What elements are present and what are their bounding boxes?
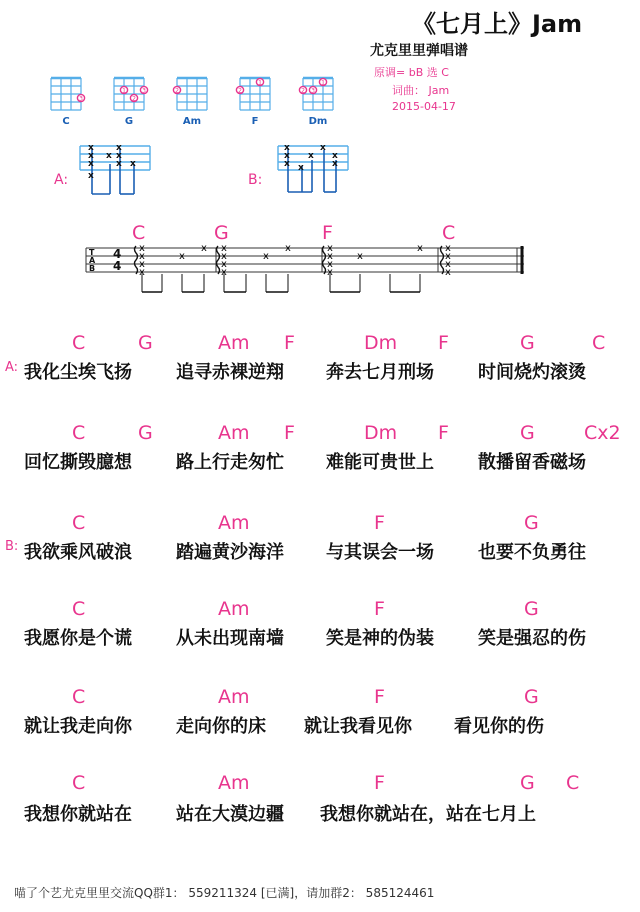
chord-label: C: [566, 772, 580, 794]
chord-label-am: Am: [182, 116, 202, 127]
svg-text:x: x: [332, 151, 338, 161]
chord-label: Am: [218, 332, 250, 354]
song-title: 《七月上》Jam: [412, 10, 583, 38]
chord-label-g: G: [124, 116, 134, 127]
time-sig-bottom: 4: [113, 259, 122, 273]
chord-label: Dm: [364, 332, 398, 354]
tab-mark: x: [201, 243, 207, 254]
tab-chord-2: G: [214, 222, 229, 244]
svg-text:2: 2: [175, 87, 179, 95]
chord-label: G: [524, 598, 539, 620]
svg-text:x: x: [284, 143, 290, 153]
composer-info: 词曲： Jam: [392, 84, 450, 97]
svg-text:x: x: [284, 159, 290, 169]
tab-mark: x: [445, 259, 451, 270]
tab-mark: x: [327, 243, 333, 254]
chord-label: G: [138, 332, 153, 354]
lyric-segment: 回忆撕毁臆想: [24, 452, 132, 473]
tab-mark: x: [139, 259, 145, 270]
key-info: 原调= bB 选 C: [374, 66, 449, 79]
chord-label-f: F: [251, 116, 259, 127]
chord-label: Am: [218, 598, 250, 620]
svg-text:x: x: [88, 159, 94, 169]
lyric-segment: 与其误会一场: [326, 542, 434, 563]
lyric-segment: 散播留香磁场: [478, 452, 586, 473]
tab-mark: x: [221, 259, 227, 270]
svg-text:x: x: [298, 163, 304, 173]
svg-text:x: x: [116, 143, 122, 153]
date-info: 2015-04-17: [392, 100, 456, 113]
lyric-segment: 走向你的床: [176, 716, 266, 737]
svg-text:2: 2: [238, 87, 242, 95]
tab-mark: x: [445, 267, 451, 278]
chord-label: C: [592, 332, 606, 354]
chord-label: C: [72, 772, 86, 794]
tab-mark: x: [417, 243, 423, 254]
svg-text:x: x: [284, 151, 290, 161]
chord-label: Cx2: [584, 422, 621, 444]
chord-label: G: [524, 512, 539, 534]
svg-text:2: 2: [301, 87, 305, 95]
tab-mark: x: [357, 251, 363, 262]
lyric-segment: 就让我看见你: [304, 716, 412, 737]
chord-label: F: [374, 686, 385, 708]
svg-text:2: 2: [132, 95, 136, 103]
lyric-segment: 我想你就站在: [24, 804, 132, 825]
tab-mark: x: [445, 243, 451, 254]
svg-text:1: 1: [258, 79, 262, 87]
chord-label: C: [72, 686, 86, 708]
tab-mark: x: [221, 251, 227, 262]
tab-mark: x: [179, 251, 185, 262]
svg-text:x: x: [116, 159, 122, 169]
chord-label: G: [520, 422, 535, 444]
footer-note: 喵了个艺尤克里里交流QQ群1： 559211324 [已满]，请加群2： 585124461: [14, 886, 435, 900]
lyric-segment: 从未出现南墙: [176, 628, 284, 649]
chord-label: F: [374, 598, 385, 620]
svg-text:x: x: [332, 159, 338, 169]
svg-text:x: x: [320, 143, 326, 153]
lyric-segment: 追寻赤裸逆翔: [176, 362, 284, 383]
chord-label-dm: Dm: [308, 116, 328, 127]
time-sig-top: 4: [113, 247, 122, 261]
section-a-label: A:: [5, 360, 19, 375]
chord-label: F: [374, 512, 385, 534]
svg-text:1: 1: [321, 79, 325, 87]
chord-label: C: [72, 332, 86, 354]
chord-label: F: [374, 772, 385, 794]
chord-label: C: [72, 512, 86, 534]
tab-chord-4: C: [442, 222, 456, 244]
tab-mark: x: [139, 251, 145, 262]
tab-clef-a: A: [89, 256, 96, 265]
tab-chord-3: F: [322, 222, 333, 244]
song-subtitle: 尤克里里弹唱谱: [370, 43, 468, 59]
tab-mark: x: [445, 251, 451, 262]
tab-clef-t: T: [89, 248, 95, 257]
svg-text:x: x: [88, 151, 94, 161]
chord-label: Am: [218, 512, 250, 534]
tab-clef: [89, 249, 95, 273]
chord-label: F: [284, 332, 295, 354]
svg-text:x: x: [88, 171, 94, 181]
lyric-segment: 我欲乘风破浪: [24, 542, 132, 563]
pattern-b-label: B:: [248, 172, 263, 188]
chord-label-c: C: [62, 116, 70, 127]
svg-text:3: 3: [311, 87, 315, 95]
chord-label: G: [520, 332, 535, 354]
chord-label: Dm: [364, 422, 398, 444]
section-b-label: B:: [5, 539, 19, 554]
svg-text:x: x: [130, 159, 136, 169]
lyric-segment: 就让我走向你: [24, 716, 132, 737]
svg-text:x: x: [116, 151, 122, 161]
time-signature: [113, 248, 121, 272]
lyric-segment: 笑是强忍的伤: [478, 628, 586, 649]
tab-mark: x: [327, 259, 333, 270]
lyric-segment: 我想你就站在，站在七月上: [320, 804, 536, 825]
chord-label: Am: [218, 772, 250, 794]
lyric-segment: 站在大漠边疆: [176, 804, 284, 825]
chord-label: C: [72, 422, 86, 444]
chord-label: C: [72, 598, 86, 620]
chord-label: G: [520, 772, 535, 794]
lyric-segment: 笑是神的伪装: [326, 628, 434, 649]
tab-mark: x: [327, 251, 333, 262]
tab-mark: x: [327, 267, 333, 278]
tab-mark: x: [221, 267, 227, 278]
lyric-segment: 路上行走匆忙: [176, 452, 284, 473]
tab-clef-b: B: [89, 264, 96, 273]
tab-mark: x: [221, 243, 227, 254]
svg-text:x: x: [106, 151, 112, 161]
tab-mark: x: [263, 251, 269, 262]
chord-label: F: [438, 422, 449, 444]
lyric-segment: 我愿你是个谎: [24, 628, 132, 649]
chord-label: Am: [218, 422, 250, 444]
tab-mark: x: [139, 243, 145, 254]
lyric-segment: 也要不负勇往: [478, 542, 586, 563]
svg-text:x: x: [88, 143, 94, 153]
chord-label: F: [284, 422, 295, 444]
pattern-a-label: A:: [54, 172, 69, 188]
tab-mark: x: [285, 243, 291, 254]
lyric-segment: 奔去七月刑场: [326, 362, 434, 383]
tab-chord-1: C: [132, 222, 146, 244]
tab-mark: x: [139, 267, 145, 278]
lyric-segment: 看见你的伤: [454, 716, 544, 737]
svg-text:1: 1: [122, 87, 126, 95]
lyric-segment: 难能可贵世上: [326, 452, 434, 473]
lyric-segment: 踏遍黄沙海洋: [176, 542, 284, 563]
chord-label: G: [524, 686, 539, 708]
svg-text:3: 3: [79, 95, 83, 103]
chord-label: Am: [218, 686, 250, 708]
chord-label: G: [138, 422, 153, 444]
lyric-segment: 我化尘埃飞扬: [24, 362, 132, 383]
tab-staff: [0, 0, 640, 300]
svg-text:x: x: [308, 151, 314, 161]
chord-label: F: [438, 332, 449, 354]
lyric-segment: 时间烧灼滚烫: [478, 362, 586, 383]
svg-text:3: 3: [142, 87, 146, 95]
